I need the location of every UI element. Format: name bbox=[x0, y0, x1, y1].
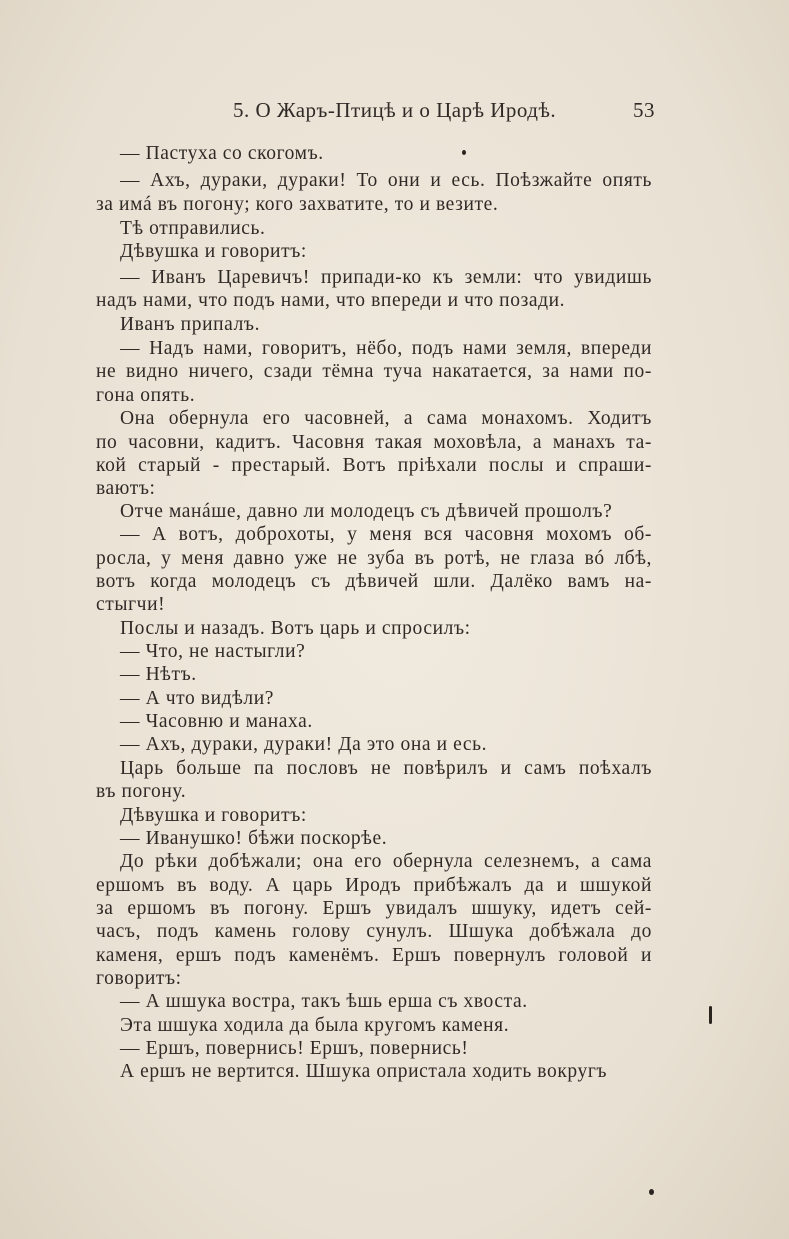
text-line: Тѣ отправились. bbox=[120, 218, 266, 239]
text-line: — Надъ нами, говоритъ, нёбо, подъ нами земля, впереди bbox=[120, 338, 652, 359]
text-line: стыгчи! bbox=[96, 594, 166, 615]
running-header bbox=[118, 98, 655, 130]
text-line: надъ нами, что подъ нами, что впереди и что позади. bbox=[96, 290, 566, 311]
text-line: по часовни, кадитъ. Часовня такая моховѣла, а манахъ та- bbox=[96, 432, 652, 453]
text-line: — Иванушко! бѣжи поскорѣе. bbox=[120, 828, 388, 849]
page-number: 53 bbox=[633, 98, 655, 122]
text-line: — Что, не настыгли? bbox=[120, 641, 306, 662]
text-line: Иванъ припалъ. bbox=[120, 314, 261, 335]
text-line: — Часовню и манаха. bbox=[120, 711, 313, 732]
text-line: Царь больше па пословъ не повѣрилъ и самъ поѣхалъ bbox=[120, 758, 652, 779]
text-line: — Ахъ, дураки, дураки! Да это она и есь. bbox=[120, 734, 488, 755]
text-line: Послы и назадъ. Вотъ царь и спросилъ: bbox=[120, 618, 471, 639]
text-line: въ погону. bbox=[96, 781, 187, 802]
text-line: — Ершъ, повернись! Ершъ, повернись! bbox=[120, 1038, 469, 1059]
text-line: — Иванъ Царевичъ! припади-ко къ земли: что увидишь bbox=[120, 267, 652, 288]
text-line: росла, у меня давно уже не зуба въ ротѣ, не глаза вó лбѣ, bbox=[96, 548, 652, 569]
text-line: Эта шшука ходила да была кругомъ каменя. bbox=[120, 1015, 510, 1036]
ink-speck bbox=[462, 150, 466, 155]
text-line: Она обернула его часовней, а сама монахомъ. Ходитъ bbox=[120, 408, 652, 429]
text-line: за имá въ погону; кого захватите, то и везите. bbox=[96, 194, 499, 215]
text-line: — А вотъ, доброхоты, у меня вся часовня мохомъ об- bbox=[120, 524, 652, 545]
text-line: говоритъ: bbox=[96, 968, 182, 989]
text-line: гона опять. bbox=[96, 385, 196, 406]
text-line: — А что видѣли? bbox=[120, 688, 275, 709]
text-line: А ершъ не вертится. Шшука опристала ходить вокругъ bbox=[120, 1061, 608, 1082]
text-line: Отче манáше, давно ли молодецъ съ дѣвичей прошолъ? bbox=[120, 501, 613, 522]
text-line: Дѣвушка и говоритъ: bbox=[120, 805, 307, 826]
text-line: Дѣвушка и говоритъ: bbox=[120, 241, 307, 262]
chapter-title: 5. О Жаръ-Птицѣ и о Царѣ Иродѣ. bbox=[233, 98, 557, 122]
text-line: кой старый - престарый. Вотъ пріѣхали послы и спраши- bbox=[96, 455, 652, 476]
text-line: вотъ когда молодецъ съ дѣвичей шли. Далёко вамъ на- bbox=[96, 571, 652, 592]
text-line: — Нѣтъ. bbox=[120, 664, 197, 685]
ink-speck bbox=[649, 1189, 654, 1195]
text-line: — А шшука востра, такъ ѣшь ерша съ хвоста. bbox=[120, 991, 528, 1012]
text-line: ершомъ въ воду. А царь Иродъ прибѣжалъ да и шшукой bbox=[96, 875, 652, 896]
ink-speck bbox=[709, 1006, 712, 1024]
text-line: каменя, ершъ подъ каменёмъ. Ершъ повернулъ головой и bbox=[96, 945, 652, 966]
text-line: — Пастуха со скогомъ. bbox=[120, 143, 324, 164]
text-line: не видно ничего, сзади тёмна туча накатается, за нами по- bbox=[96, 361, 652, 382]
text-line: — Ахъ, дураки, дураки! То они и есь. Поѣзжайте опять bbox=[120, 170, 652, 191]
text-line: ваютъ: bbox=[96, 478, 156, 499]
text-line: До рѣки добѣжали; она его обернула селезнемъ, а сама bbox=[120, 851, 652, 872]
text-line: часъ, подъ камень голову сунулъ. Шшука добѣжала до bbox=[96, 921, 652, 942]
text-line: за ершомъ въ погону. Ершъ увидалъ шшуку, идетъ сей- bbox=[96, 898, 652, 919]
